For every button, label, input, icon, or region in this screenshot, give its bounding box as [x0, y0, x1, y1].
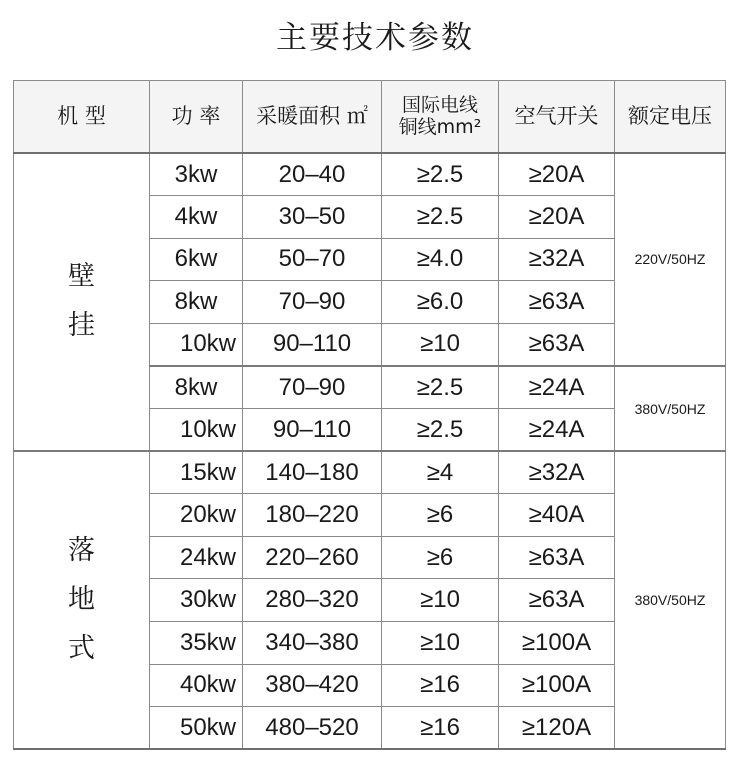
wire-cell: ≥10 — [382, 579, 499, 622]
area-cell: 30–50 — [243, 196, 382, 239]
header-voltage: 额定电压 — [615, 81, 726, 154]
power-cell: 50kw — [150, 707, 243, 750]
switch-cell: ≥32A — [499, 238, 615, 281]
switch-cell: ≥20A — [499, 196, 615, 239]
switch-cell: ≥20A — [499, 153, 615, 196]
area-cell: 90–110 — [243, 409, 382, 452]
power-cell: 8kw — [150, 366, 243, 409]
spec-table — [13, 80, 726, 750]
header-power: 功 率 — [150, 81, 243, 154]
power-cell: 15kw — [150, 451, 243, 494]
voltage-cell: 220V/50HZ — [615, 153, 726, 366]
power-cell: 4kw — [150, 196, 243, 239]
power-cell: 10kw — [150, 409, 243, 452]
area-cell: 340–380 — [243, 622, 382, 665]
switch-cell: ≥24A — [499, 409, 615, 452]
switch-cell: ≥120A — [499, 707, 615, 750]
group-wall-mounted — [14, 153, 150, 451]
power-cell: 8kw — [150, 281, 243, 324]
area-cell: 70–90 — [243, 366, 382, 409]
power-cell: 6kw — [150, 238, 243, 281]
header-wire-line1: 国际电线 — [401, 93, 478, 116]
switch-cell: ≥100A — [499, 622, 615, 665]
switch-cell: ≥32A — [499, 451, 615, 494]
voltage-cell: 380V/50HZ — [615, 451, 726, 749]
power-cell: 10kw — [150, 323, 243, 366]
power-cell: 3kw — [150, 153, 243, 196]
group-floor-char: 落 — [68, 535, 95, 567]
area-cell: 380–420 — [243, 664, 382, 707]
switch-cell: ≥63A — [499, 536, 615, 579]
wire-cell: ≥2.5 — [382, 153, 499, 196]
wire-cell: ≥6.0 — [382, 281, 499, 324]
wire-cell: ≥2.5 — [382, 366, 499, 409]
area-cell: 220–260 — [243, 536, 382, 579]
wire-cell: ≥4 — [382, 451, 499, 494]
wire-cell: ≥4.0 — [382, 238, 499, 281]
header-model: 机 型 — [14, 81, 150, 154]
switch-cell: ≥63A — [499, 281, 615, 324]
area-cell: 70–90 — [243, 281, 382, 324]
switch-cell: ≥63A — [499, 579, 615, 622]
wire-cell: ≥16 — [382, 664, 499, 707]
wire-cell: ≥10 — [382, 323, 499, 366]
power-cell: 20kw — [150, 494, 243, 537]
wire-cell: ≥6 — [382, 536, 499, 579]
switch-cell: ≥24A — [499, 366, 615, 409]
wire-cell: ≥2.5 — [382, 196, 499, 239]
switch-cell: ≥40A — [499, 494, 615, 537]
table-row — [14, 153, 726, 196]
group-wall-char: 挂 — [68, 310, 95, 342]
area-cell: 20–40 — [243, 153, 382, 196]
switch-cell: ≥100A — [499, 664, 615, 707]
group-floor-char: 式 — [68, 632, 95, 664]
header-row — [14, 81, 726, 154]
area-cell: 480–520 — [243, 707, 382, 750]
group-floor-standing — [14, 451, 150, 749]
voltage-cell: 380V/50HZ — [615, 366, 726, 451]
switch-cell: ≥63A — [499, 323, 615, 366]
page-title: 主要技术参数 — [276, 20, 474, 56]
table-row — [14, 451, 726, 494]
power-cell: 35kw — [150, 622, 243, 665]
area-cell: 50–70 — [243, 238, 382, 281]
power-cell: 40kw — [150, 664, 243, 707]
area-cell: 90–110 — [243, 323, 382, 366]
area-cell: 280–320 — [243, 579, 382, 622]
header-area: 采暖面积 ㎡ — [243, 81, 382, 154]
area-cell: 140–180 — [243, 451, 382, 494]
header-wire-line2: 铜线mm² — [398, 115, 482, 138]
header-switch: 空气开关 — [499, 81, 615, 154]
wire-cell: ≥16 — [382, 707, 499, 750]
header-wire — [382, 81, 499, 154]
power-cell: 30kw — [150, 579, 243, 622]
power-cell: 24kw — [150, 536, 243, 579]
wire-cell: ≥2.5 — [382, 409, 499, 452]
wire-cell: ≥10 — [382, 622, 499, 665]
group-wall-char: 壁 — [68, 261, 95, 293]
area-cell: 180–220 — [243, 494, 382, 537]
group-floor-char: 地 — [68, 583, 95, 615]
wire-cell: ≥6 — [382, 494, 499, 537]
